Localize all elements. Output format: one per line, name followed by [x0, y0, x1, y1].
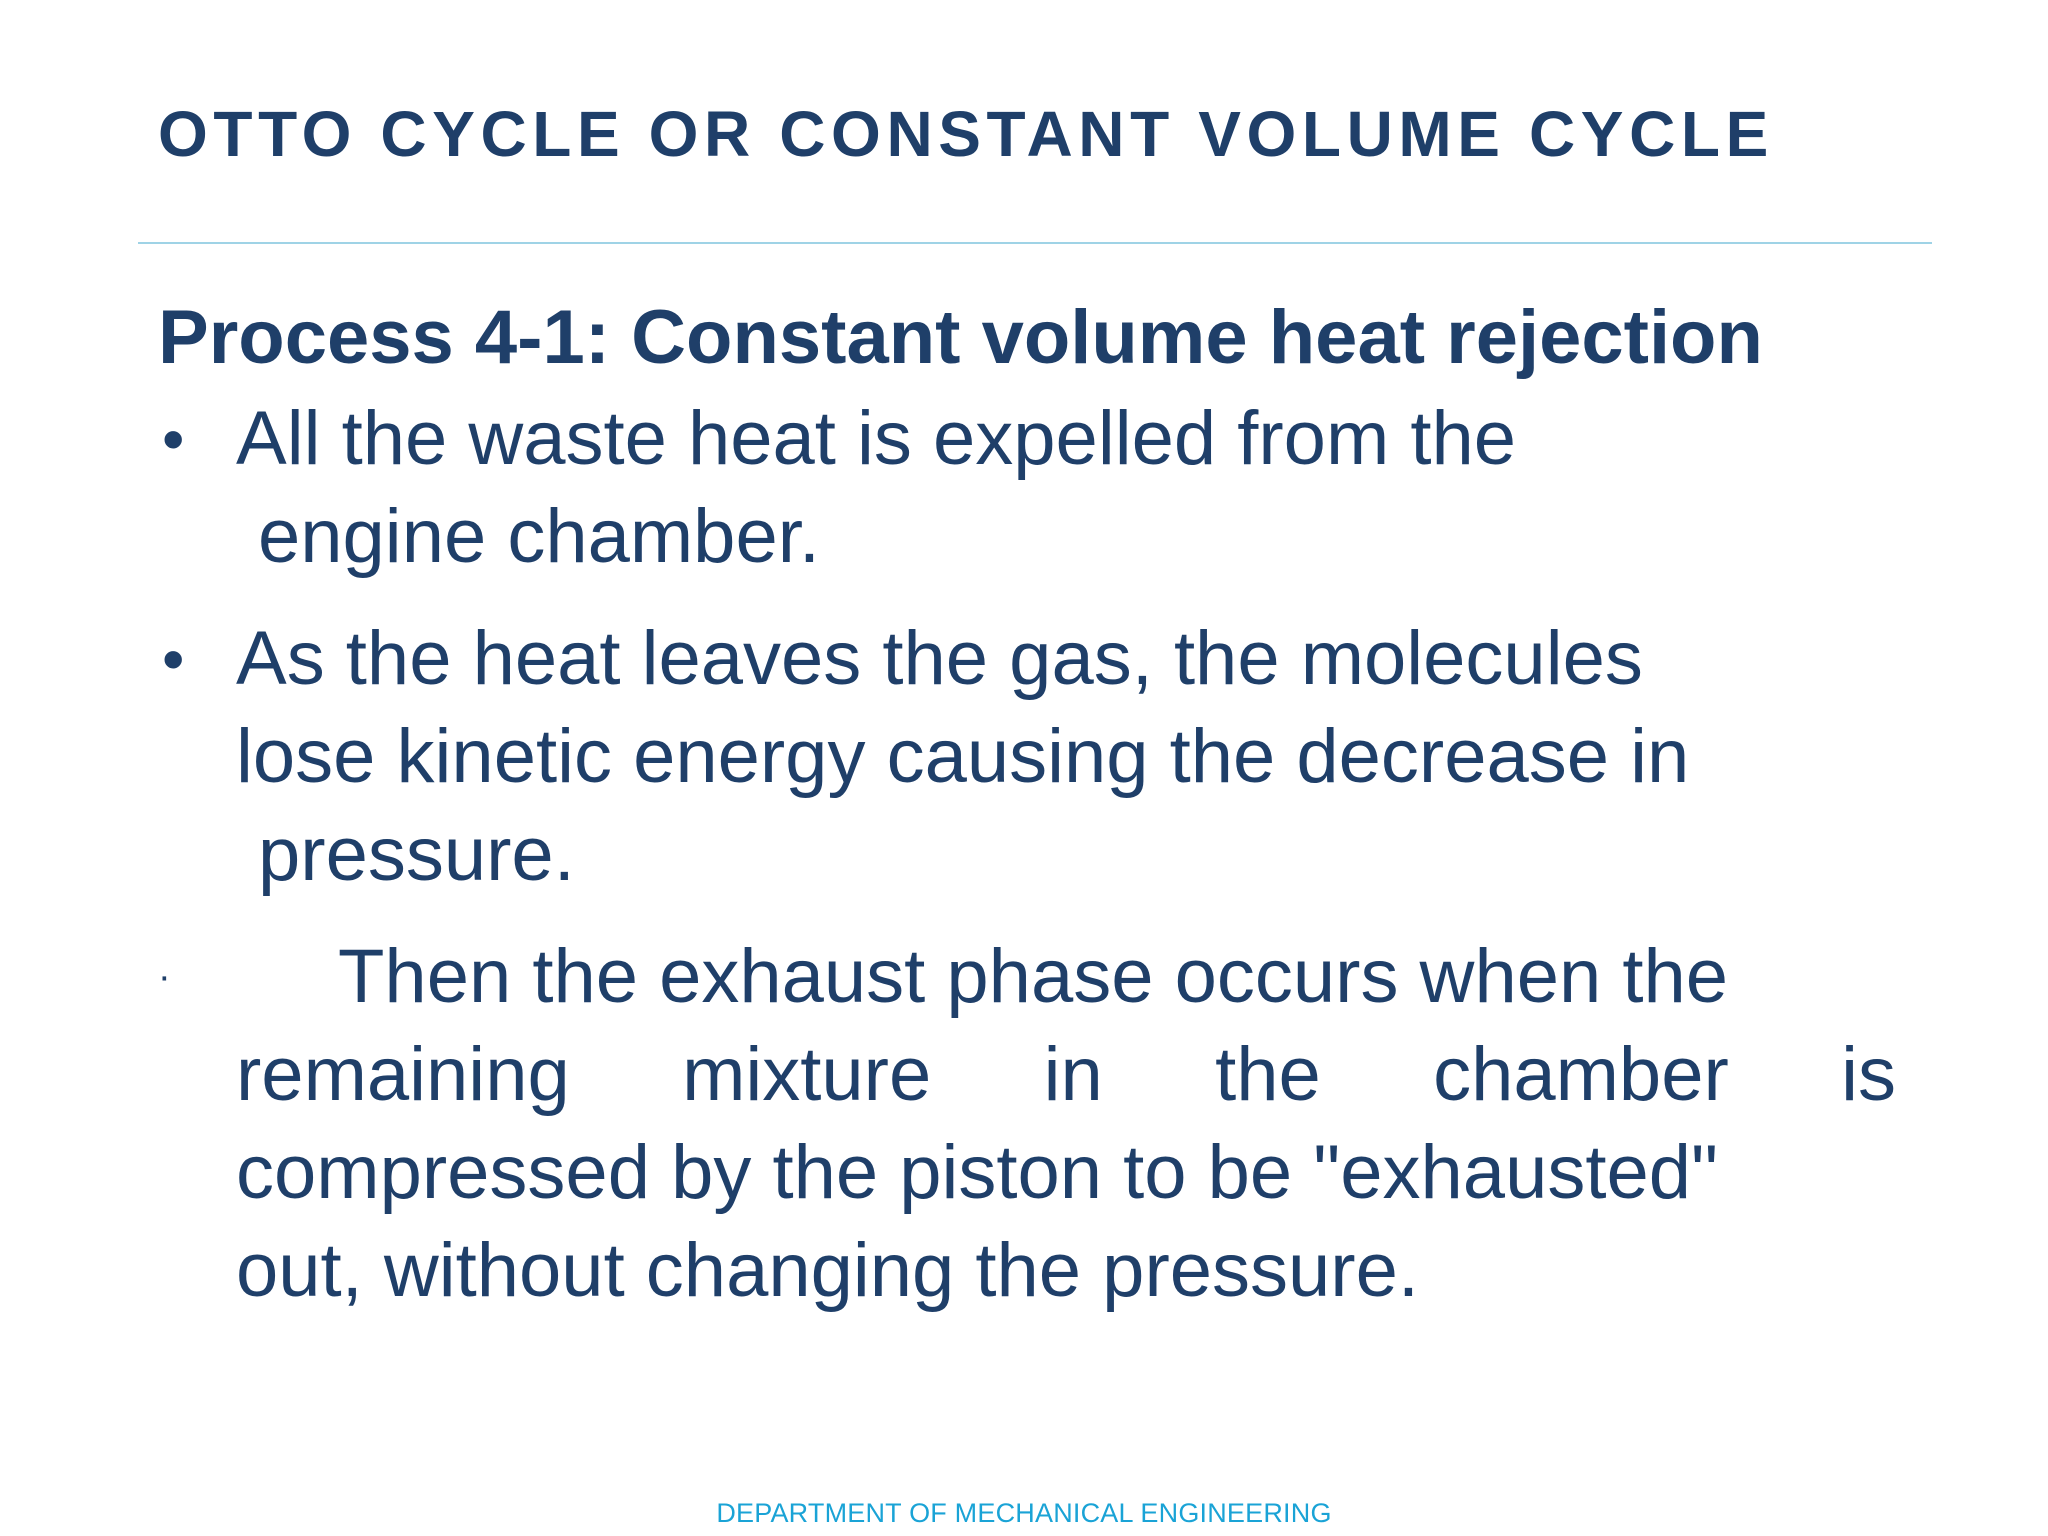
bullet-marker: · [158, 956, 171, 998]
bullet-line: out, without changing the pressure. [236, 1228, 1419, 1313]
title-divider [138, 242, 1932, 244]
footer-department: DEPARTMENT OF MECHANICAL ENGINEERING [716, 1498, 1332, 1528]
process-heading: Process 4-1: Constant volume heat rejection [158, 295, 1763, 380]
bullet-line: Then the exhaust phase occurs when the [338, 934, 1729, 1019]
bullet-line: lose kinetic energy causing the decrease in [236, 714, 1690, 799]
bullet-line: As the heat leaves the gas, the molecules [236, 616, 1643, 701]
bullet-item [158, 390, 1898, 586]
bullet-line: All the waste heat is expelled from the [236, 396, 1517, 481]
bullet-line: remaining mixture in the chamber is [236, 1032, 1896, 1117]
bullet-item [158, 610, 1898, 904]
bullet-line: pressure. [258, 812, 575, 897]
slide-content [158, 288, 1898, 1344]
bullet-line: compressed by the piston to be "exhausted" [236, 1130, 1718, 1215]
slide-title: OTTO CYCLE OR CONSTANT VOLUME CYCLE [158, 98, 1774, 170]
bullet-item [158, 928, 1898, 1320]
bullet-line: engine chamber. [258, 494, 820, 579]
bullet-marker: • [162, 403, 185, 475]
bullet-marker: • [162, 623, 185, 695]
